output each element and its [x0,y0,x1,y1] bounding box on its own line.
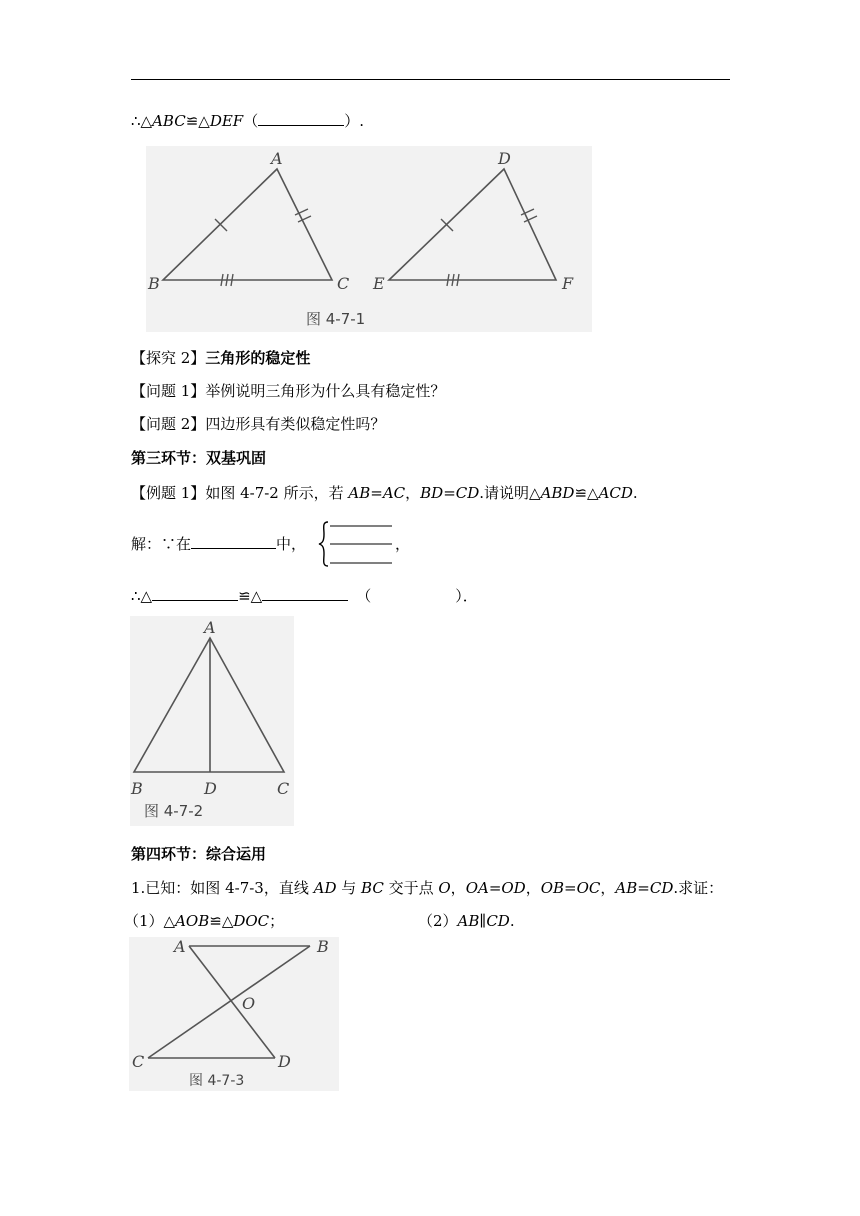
figure-4-7-2-drawing [130,616,294,826]
solution-middle: 中， [276,535,307,553]
label-f: F [562,274,574,293]
label-e: E [373,274,385,293]
problem-1-text-a: 1.已知：如图 4-7-3，直线 [131,879,314,897]
period: . [359,112,365,130]
label-o-3: O [242,994,256,1013]
explore-2-prefix: 【探究 2】 [131,349,206,367]
triangle-abc-shape [163,169,332,280]
question-1 [131,381,445,401]
example-1-tri2: ACD [598,484,633,502]
part-2-end: . [509,912,515,930]
part-2-prefix: （2） [418,912,458,930]
segment-ad [189,946,275,1058]
label-c-2: C [277,779,290,798]
part-1-end: ； [269,912,285,930]
example-1-prefix: 【例题 1】 [131,484,206,502]
explore-2-title: 三角形的稳定性 [205,349,311,367]
open-paren: （ [243,112,259,130]
conclusion-line-2 [131,586,478,606]
close-paren-2: ）． [455,587,478,605]
label-d-2: D [204,779,217,798]
example-1-cong: ≌△ [574,484,599,502]
solution-trail: ， [395,535,411,553]
congruent-symbol-2: ≌△ [238,587,263,605]
problem-1-comma-1: ， [450,879,466,897]
part-2-parallel: AB∥CD [457,912,510,930]
problem-1-part-1 [124,911,284,931]
problem-1-part-2 [418,911,515,931]
solution-line [131,534,306,554]
figure-4-7-1 [146,146,592,332]
part-1-prefix: （1）△ [124,912,176,930]
label-a-3: A [174,937,186,956]
example-1-eq2: BD=CD [420,484,480,502]
question-2-prefix: 【问题 2】 [131,415,206,433]
question-2 [131,414,385,434]
problem-1-text-b: 与 [336,879,362,897]
header-rule [131,79,730,80]
figure-caption: 图 4-7-1 [306,310,366,328]
triangle-blank-1[interactable] [152,586,238,601]
therefore-triangle: ∴△ [131,587,153,605]
problem-1-o: O [438,879,451,897]
triangle-blank-2[interactable] [262,586,348,601]
explore-2-heading [131,348,310,368]
figure-caption-3: 图 4-7-3 [189,1073,245,1089]
solution-triangle-blank[interactable] [191,534,276,549]
triangle-abc: △ABC [140,112,186,130]
label-b-3: B [317,937,329,956]
example-1-eq1: AB=AC [348,484,406,502]
triangle-def-shape [389,169,556,280]
problem-1-text-d: .求证： [673,879,724,897]
label-d: D [498,149,511,168]
example-1-tri1: ABD [540,484,575,502]
tick-bc-3 [231,274,233,286]
tick-bc-1 [221,274,223,286]
problem-1-comma-3: ， [600,879,616,897]
tick-ab [215,219,227,231]
congruent-symbol: ≌ [185,112,199,130]
part-1-cong: ≌△ [209,912,234,930]
figure-4-7-3 [129,937,339,1091]
label-a: A [271,149,283,168]
question-1-prefix: 【问题 1】 [131,382,206,400]
example-1-period: . [632,484,638,502]
example-1-text-a: 如图 4-7-2 所示，若 [205,484,349,502]
figure-4-7-1-drawing [146,146,592,332]
therefore-symbol: ∴ [131,112,141,130]
problem-1-eq1: OA=OD [465,879,526,897]
conclusion-line-1 [131,111,364,131]
example-1 [131,483,638,503]
condition-brace-group [318,520,406,568]
example-1-comma: ， [405,484,421,502]
example-1-text-b: .请说明△ [479,484,541,502]
triangle-abc-shape-2 [134,638,284,772]
label-b-2: B [131,779,143,798]
figure-4-7-2 [130,616,294,826]
figure-caption-2: 图 4-7-2 [144,802,204,820]
label-d-3: D [278,1052,291,1071]
segment-bc [148,946,310,1058]
open-paren-2: （ [356,587,372,605]
triangle-def: △DEF [198,112,244,130]
label-a-2: A [204,618,216,637]
label-c-3: C [132,1052,145,1071]
problem-1-eq3: AB=CD [615,879,674,897]
problem-1-eq2: OB=OC [540,879,601,897]
close-paren: ） [344,112,360,130]
figure-4-7-3-drawing [129,937,339,1091]
section-4-title: 第四环节：综合运用 [131,845,267,863]
problem-1-text-c: 交于点 [383,879,439,897]
solution-lead: 解：∵在 [131,535,192,553]
tick-bc-2 [226,274,228,286]
tick-ef-1 [447,274,449,286]
section-3-title: 第三环节：双基巩固 [131,449,267,467]
problem-1-ad: AD [313,879,337,897]
part-1-triangle-doc: DOC [233,912,270,930]
left-brace-icon [318,520,406,568]
answer-blank[interactable] [258,111,344,126]
question-1-text: 举例说明三角形为什么具有稳定性？ [205,382,446,400]
label-c: C [337,274,350,293]
problem-1-bc: BC [361,879,384,897]
label-b: B [148,274,160,293]
part-1-triangle-aob: AOB [175,912,210,930]
tick-ef-3 [457,274,459,286]
tick-ef-2 [452,274,454,286]
problem-1-comma-2: ， [525,879,541,897]
question-2-text: 四边形具有类似稳定性吗？ [205,415,386,433]
problem-1-statement [131,878,723,898]
